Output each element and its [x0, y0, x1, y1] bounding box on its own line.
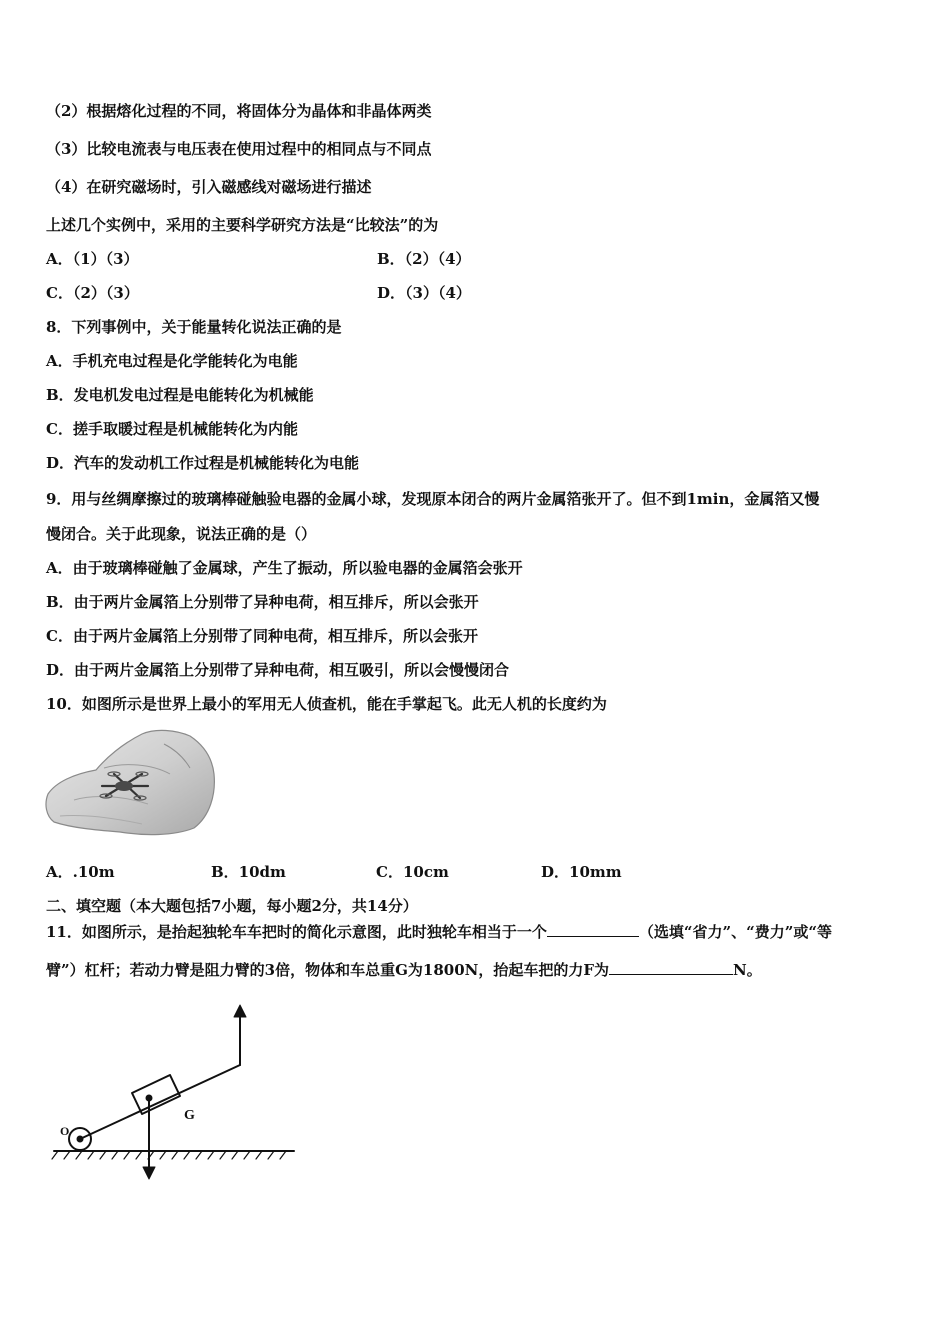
- q11-line2-after: N。: [733, 961, 762, 979]
- q11-blank-force: [609, 959, 733, 975]
- q8-stem: 8．下列事例中，关于能量转化说法正确的是: [46, 318, 342, 336]
- q10-option-b: B．10dm: [211, 863, 286, 881]
- wheelbarrow-lever-diagram: [50, 1005, 302, 1185]
- q11-line1: [46, 921, 832, 942]
- q7-option-b: B．（2）（4）: [377, 250, 471, 268]
- figure-label-g: G: [184, 1108, 195, 1123]
- q7-stem: 上述几个实例中，采用的主要科学研究方法是“比较法”的为: [46, 216, 439, 234]
- q11-line1-after: （选填“省力”、“费力”或“等: [638, 923, 833, 941]
- q11-line1-before: 11．如图所示，是抬起独轮车车把时的简化示意图，此时独轮车相当于一个: [46, 923, 547, 941]
- q7-option-d: D．（3）（4）: [377, 284, 471, 302]
- q8-option-b: B．发电机发电过程是电能转化为机械能: [46, 386, 314, 404]
- q9-option-d: D．由于两片金属箔上分别带了异种电荷，相互吸引，所以会慢慢闭合: [46, 661, 510, 679]
- q9-option-a: A．由于玻璃棒碰触了金属球，产生了振动，所以验电器的金属箔会张开: [46, 559, 523, 577]
- q7-option-c: C．（2）（3）: [46, 284, 139, 302]
- q8-option-d: D．汽车的发动机工作过程是机械能转化为电能: [46, 454, 360, 472]
- figure-label-o: O: [60, 1124, 70, 1138]
- q7-option-a: A．（1）（3）: [46, 250, 139, 268]
- q9-stem-line2: 慢闭合。关于此现象，说法正确的是（）: [46, 525, 317, 543]
- q8-option-a: A．手机充电过程是化学能转化为电能: [46, 352, 298, 370]
- q11-blank-lever-type: [547, 921, 639, 937]
- drone-in-hand-image: [44, 724, 216, 836]
- item-3: （3）比较电流表与电压表在使用过程中的相同点与不同点: [46, 140, 432, 158]
- item-4: （4）在研究磁场时，引入磁感线对磁场进行描述: [46, 178, 372, 196]
- q10-option-a: A．.10m: [46, 863, 115, 881]
- q10-stem: 10．如图所示是世界上最小的军用无人侦查机，能在手掌起飞。此无人机的长度约为: [46, 695, 607, 713]
- q8-option-c: C．搓手取暖过程是机械能转化为内能: [46, 420, 298, 438]
- q11-line2: [46, 959, 762, 980]
- q10-option-d: D．10mm: [541, 863, 622, 881]
- q11-line2-before: 臂”）杠杆；若动力臂是阻力臂的3倍，物体和车总重G为1800N，抬起车把的力F为: [46, 961, 609, 979]
- item-2: （2）根据熔化过程的不同，将固体分为晶体和非晶体两类: [46, 102, 432, 120]
- q9-option-b: B．由于两片金属箔上分别带了异种电荷，相互排斥，所以会张开: [46, 593, 479, 611]
- q9-option-c: C．由于两片金属箔上分别带了同种电荷，相互排斥，所以会张开: [46, 627, 478, 645]
- q10-option-c: C．10cm: [376, 863, 449, 881]
- section-2-heading: 二、填空题（本大题包括7小题，每小题2分，共14分）: [46, 897, 418, 915]
- q9-stem-line1: 9．用与丝绸摩擦过的玻璃棒碰触验电器的金属小球，发现原本闭合的两片金属箔张开了。但不到1min，金属箔又慢: [46, 490, 820, 508]
